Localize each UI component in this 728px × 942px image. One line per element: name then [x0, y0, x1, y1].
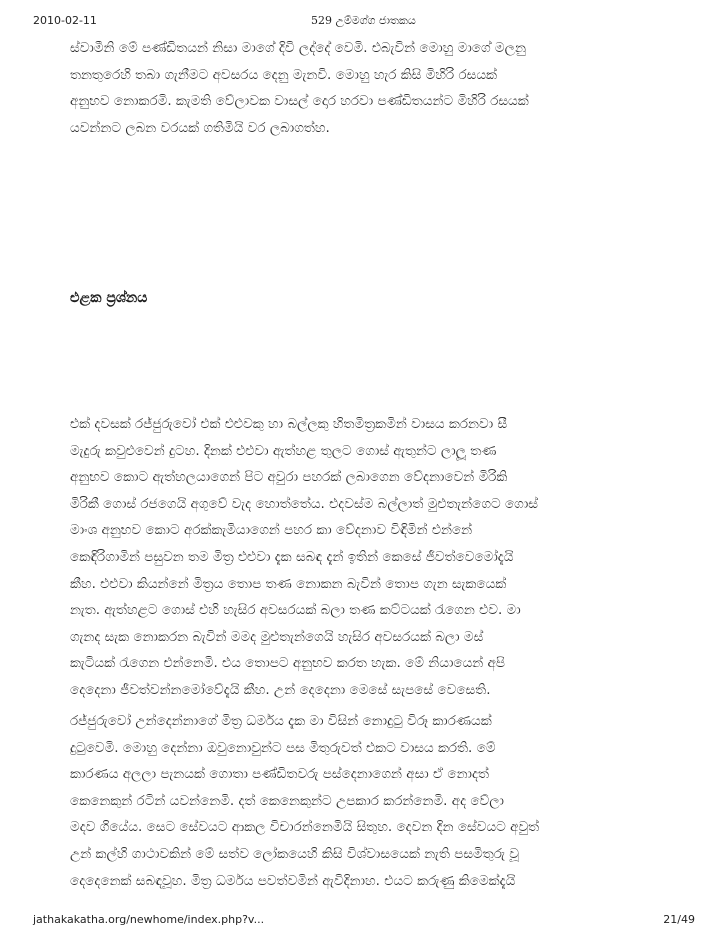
section-heading: එළක ප්‍රශ්නය [70, 290, 148, 306]
paragraph-intro [70, 35, 670, 141]
text-line: මැදුරු කවුළුවෙන් දුටහ. දිනක් එළුවා ඇත්හළ තුලට ගොස් ඇතුන්ට ලාලූ තණ [70, 442, 497, 459]
header-date: 2010-02-11 [33, 14, 97, 27]
text-line: කාරණය අලලා පැනයක් ගොතා පණ්ඩිතවරු පස්දෙනාගෙන් අසා ඒ නොදත් [70, 766, 489, 783]
text-line: එක් දවසක් රජ්ජුරුවෝ එක් එළුවකු හා බල්ලකු හිතමිත්‍රකමින් වාසය කරනවා සී [70, 416, 508, 432]
text-line: අනුභව කොට ඇත්හලයාගෙන් පිට අවුරා පහරක් ලබාගෙන වේදනාවෙන් මිරිකි [70, 469, 508, 486]
text-line: කැටියක් රැගෙන එන්නෙමි. එය තොපට අනුභව කරත හැක. මේ නියායෙන් අපි [70, 655, 506, 672]
text-line: නැත. ඇත්හළට ගොස් එහි හැසිර අවසරයක් බලා තණ කට්ටයක් රැගෙන එව. මා [70, 602, 521, 619]
text-line: කෙඳිරිගාමින් පසුවන තම මිත්‍ර එළුවා දැක සබඳ දැන් ඉතින් කෙසේ ජීවත්වෙමෝදැයි [70, 548, 514, 565]
text-line: මදව ගියේය. සෙට සේවයට ආකල විචාරන්නෙමියි සිතුහ. දෙවන දින සේවයට අවුත් [70, 819, 540, 836]
text-line: මිරිකී ගොස් රජගෙයි අගුවේ වැද හොත්තේය. එදවස්ම බල්ලාත් මුළුතැන්ගෙට ගොස් [70, 495, 538, 512]
footer-page-number: 21/49 [663, 913, 695, 926]
paragraph-king [70, 708, 670, 894]
text-line: කෙනෙකුන් රටින් යවන්නෙමි. දත් කෙනෙකුන්ට උපකාර කරන්නෙමි. අද වේලා [70, 792, 504, 809]
text-line: දුටුවෙමි. මොහු දෙන්නා ඔවුනොවුන්ට පස මිතුරුවත් එකට වාසය කරති. මේ [70, 739, 496, 756]
text-line: උන් කල්හි ගාථාවකින් මේ සත්ව ලෝකයෙහි කිසි විශ්වාසයෙක් නැති පසමිතුරු වූ [70, 845, 520, 862]
text-line: දෙදෙනෙක් සබඳවූහ. මිත්‍ර ධර්මය පවත්වමින් ඇවිදිනාහ. එයට කරුණු කිමෙක්දැයි [70, 872, 516, 889]
text-line: යවන්නට ලබන වරයක් ගතිමියි වර ලබාගත්හ. [70, 119, 330, 136]
header-title: 529 උම්මග්ග ජාතකය [311, 14, 416, 27]
text-line: අනුභව නොකරමි. කැමති වේලාවක වාසල් දොර හරවා පණ්ඩිතයන්ට මිහිරි රසයක් [70, 93, 529, 110]
text-line: ස්වාමීනි මේ පණ්ඩිතයන් නිසා මාගේ දිවි ලද්දේ වෙමි. එබැවින් මොහු මාගේ මලනු [70, 40, 526, 56]
text-line: කීහ. එළුවා කියන්නේ මිත්‍රය තොප තණ නොකන බැවින් තොප ගැන සැකයෙක් [70, 575, 507, 592]
paragraph-story [70, 411, 670, 704]
footer-url: jathakakatha.org/newhome/index.php?v... [33, 913, 265, 926]
text-line: ගැනද සැක නොකරන බැවින් මමද මුළුතැන්ගෙයි හැසිර අවසරයක් බලා මස් [70, 628, 484, 645]
page-footer [33, 913, 695, 929]
text-line: තනතුරෙහි තබා ගැනීමට අවසරය දෙනු මැනවි. මොහු හැර කිසි මිහිරි රසයක් [70, 66, 497, 83]
page-header [33, 14, 695, 30]
text-line: රජ්ජුරුවෝ උන්දෙන්නාගේ මිත්‍ර ධර්මය දැක මා විසින් නොදුටු විරූ කාරණයක් [70, 713, 492, 729]
text-line: දෙදෙනා ජීවත්වන්නමෝවේදැයි කීහ. උන් දෙදෙනා මෙසේ සැපසේ වෙසෙති. [70, 681, 491, 698]
text-line: මාංශ අනුභව කොට අරක්කැමියාගෙන් පහර කා වේදනාව විඳිමින් එන්නේ [70, 522, 473, 539]
